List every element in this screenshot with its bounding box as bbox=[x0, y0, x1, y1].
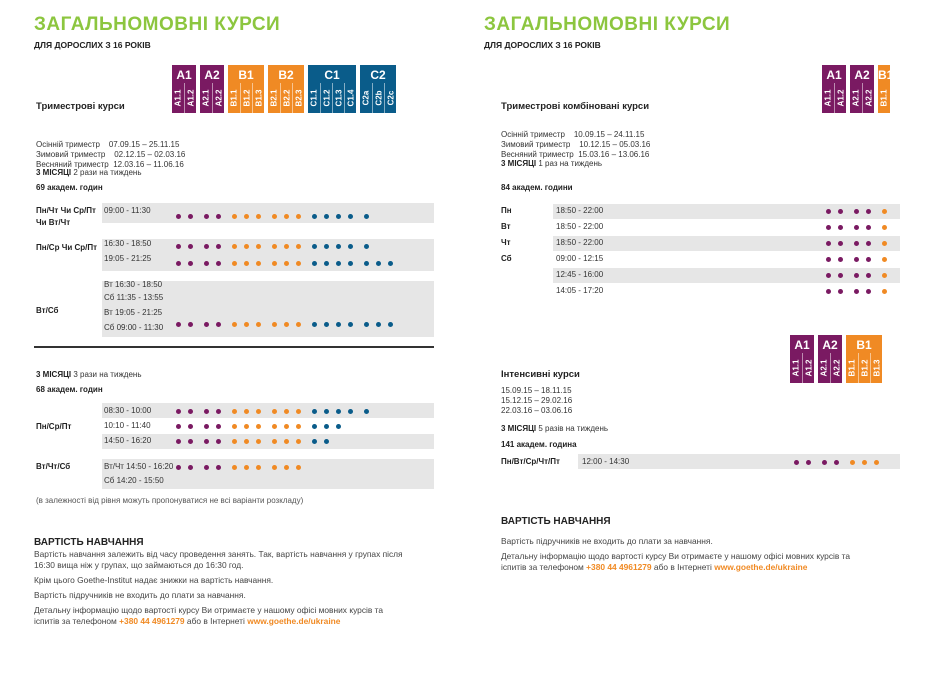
schedule-dot bbox=[854, 289, 859, 294]
time-cell: 14:50 - 16:20 bbox=[104, 436, 152, 445]
level-name: A1 bbox=[826, 68, 842, 82]
schedule-dot bbox=[348, 261, 353, 266]
schedule-dot bbox=[866, 273, 871, 278]
sublevel-label: B2.2 bbox=[282, 89, 291, 107]
schedule-dot bbox=[244, 409, 249, 414]
schedule-dot bbox=[244, 214, 249, 219]
schedule-dot bbox=[312, 214, 317, 219]
level-b1 bbox=[846, 335, 882, 383]
sublevel-b1-2 bbox=[858, 353, 870, 383]
schedule-dot bbox=[882, 225, 887, 230]
schedule-dot bbox=[272, 244, 277, 249]
schedule-dot bbox=[364, 244, 369, 249]
schedule-dot bbox=[232, 465, 237, 470]
level-name: A1 bbox=[794, 338, 810, 352]
schedule-dot bbox=[826, 273, 831, 278]
time-cell: 09:00 - 12:15 bbox=[556, 254, 604, 263]
sublevel-b1-1 bbox=[228, 83, 240, 113]
schedule-dot bbox=[826, 241, 831, 246]
day-cell: Чт bbox=[501, 238, 511, 247]
schedule-dot bbox=[348, 244, 353, 249]
schedule-dot bbox=[854, 257, 859, 262]
schedule-dot bbox=[188, 424, 193, 429]
schedule-dot bbox=[866, 241, 871, 246]
sublevel-label: A1.1 bbox=[791, 359, 801, 377]
schedule-dot bbox=[176, 465, 181, 470]
schedule-dot bbox=[176, 409, 181, 414]
schedule-dot bbox=[376, 322, 381, 327]
sublevel-label: C1.2 bbox=[322, 89, 331, 107]
sublevel-a2-2 bbox=[830, 353, 842, 383]
left-cost-title: ВАРТІСТЬ НАВЧАННЯ bbox=[34, 537, 144, 548]
schedule-dot bbox=[296, 244, 301, 249]
schedule-dot bbox=[312, 409, 317, 414]
time-cell: Вт/Чт 14:50 - 16:20 bbox=[104, 462, 174, 471]
right-course-title: Триместрові комбіновані курси bbox=[501, 101, 650, 112]
schedule-dot bbox=[324, 409, 329, 414]
schedule-dot bbox=[256, 465, 261, 470]
sublevel-b1-2 bbox=[240, 83, 252, 113]
schedule-dot bbox=[882, 257, 887, 262]
day-cell: Сб bbox=[501, 254, 512, 263]
schedule-dot bbox=[866, 225, 871, 230]
schedule-dot bbox=[296, 409, 301, 414]
schedule-dot bbox=[312, 261, 317, 266]
sublevel-c1-2 bbox=[320, 83, 332, 113]
schedule-dot bbox=[324, 322, 329, 327]
schedule-dot bbox=[838, 257, 843, 262]
schedule-dot bbox=[216, 465, 221, 470]
right-web-link[interactable]: www.goethe.de/ukraine bbox=[714, 562, 808, 572]
sublevel-a1-2 bbox=[834, 83, 846, 113]
schedule-dot bbox=[188, 244, 193, 249]
sublevel-label: C2a bbox=[361, 90, 371, 106]
left-title: ЗАГАЛЬНОМОВНІ КУРСИ bbox=[34, 14, 281, 35]
time-cell: Сб 11:35 - 13:55 bbox=[104, 293, 164, 302]
left-block2-hours: 68 академ. годин bbox=[36, 385, 103, 394]
divider bbox=[34, 346, 434, 348]
level-name: B1 bbox=[878, 68, 894, 82]
right-title: ЗАГАЛЬНОМОВНІ КУРСИ bbox=[484, 14, 731, 35]
schedule-dot bbox=[296, 322, 301, 327]
time-cell: Сб 09:00 - 11:30 bbox=[104, 323, 164, 332]
schedule-dot bbox=[822, 460, 827, 465]
right-intensive-hours: 141 академ. година bbox=[501, 440, 577, 449]
sublevel-a2-1 bbox=[850, 83, 862, 113]
schedule-dot bbox=[838, 241, 843, 246]
sublevel-label: A2.1 bbox=[201, 89, 211, 107]
schedule-dot bbox=[336, 261, 341, 266]
schedule-dot bbox=[388, 322, 393, 327]
sublevel-label: B1.2 bbox=[242, 89, 251, 107]
schedule-dot bbox=[312, 439, 317, 444]
sublevel-label: B2.3 bbox=[294, 89, 303, 107]
schedule-dot bbox=[348, 214, 353, 219]
day-cell: Вт/Чт/Сб bbox=[36, 462, 71, 471]
schedule-dot bbox=[256, 322, 261, 327]
level-a2 bbox=[818, 335, 842, 383]
schedule-dot bbox=[336, 244, 341, 249]
schedule-dot bbox=[204, 322, 209, 327]
schedule-dot bbox=[866, 257, 871, 262]
schedule-dot bbox=[284, 465, 289, 470]
grid-band bbox=[553, 268, 900, 283]
level-a2 bbox=[200, 65, 224, 113]
schedule-dot bbox=[216, 424, 221, 429]
schedule-dot bbox=[838, 289, 843, 294]
sublevel-label: C2c bbox=[386, 90, 395, 106]
schedule-dot bbox=[176, 214, 181, 219]
schedule-dot bbox=[188, 439, 193, 444]
right-subtitle: ДЛЯ ДОРОСЛИХ З 16 РОКІВ bbox=[484, 40, 601, 50]
schedule-dot bbox=[284, 261, 289, 266]
sublevel-label: A1.2 bbox=[804, 359, 813, 377]
level-a2 bbox=[850, 65, 874, 113]
schedule-dot bbox=[232, 424, 237, 429]
schedule-dot bbox=[364, 409, 369, 414]
grid-band bbox=[102, 203, 434, 223]
schedule-dot bbox=[216, 261, 221, 266]
schedule-dot bbox=[244, 465, 249, 470]
left-subtitle: ДЛЯ ДОРОСЛИХ З 16 РОКІВ bbox=[34, 40, 151, 50]
schedule-dot bbox=[204, 214, 209, 219]
sublevel-a2-2 bbox=[862, 83, 874, 113]
schedule-dot bbox=[388, 261, 393, 266]
schedule-dot bbox=[324, 214, 329, 219]
schedule-dot bbox=[882, 241, 887, 246]
day-cell: Пн/Ср/Пт bbox=[36, 422, 72, 431]
left-block1-hours: 69 академ. годин bbox=[36, 183, 103, 192]
schedule-dot bbox=[176, 322, 181, 327]
schedule-dot bbox=[272, 322, 277, 327]
left-web-link[interactable]: www.goethe.de/ukraine bbox=[247, 616, 341, 626]
sublevel-b2-3 bbox=[292, 83, 304, 113]
schedule-dot bbox=[232, 261, 237, 266]
time-cell: 16:30 - 18:50 bbox=[104, 239, 152, 248]
time-cell: Вт 19:05 - 21:25 bbox=[104, 308, 163, 317]
schedule-dot bbox=[204, 439, 209, 444]
sublevel-label: A1.1 bbox=[173, 89, 183, 107]
sublevel-label: B1.1 bbox=[229, 89, 239, 107]
right-terms: Осінній триместр 10.09.15 – 24.11.15 Зимовий триместр 10.12.15 – 05.03.16 Весняний триместр 15.03.16 – 13.06.16 bbox=[501, 130, 651, 159]
time-cell: 08:30 - 10:00 bbox=[104, 406, 152, 415]
schedule-dot bbox=[806, 460, 811, 465]
grid-band bbox=[102, 434, 434, 449]
day-cell: Вт/Сб bbox=[36, 306, 59, 315]
schedule-dot bbox=[204, 409, 209, 414]
schedule-dot bbox=[296, 465, 301, 470]
schedule-dot bbox=[336, 322, 341, 327]
left-block1-frequency: 3 МІСЯЦІ 2 рази на тиждень bbox=[36, 168, 142, 177]
schedule-dot bbox=[244, 439, 249, 444]
schedule-dot bbox=[854, 209, 859, 214]
schedule-dot bbox=[272, 424, 277, 429]
sublevel-a1-1 bbox=[822, 83, 834, 113]
time-cell: 18:50 - 22:00 bbox=[556, 222, 604, 231]
sublevel-a1-1 bbox=[172, 83, 184, 113]
schedule-dot bbox=[204, 424, 209, 429]
time-cell: 18:50 - 22:00 bbox=[556, 238, 604, 247]
schedule-dot bbox=[838, 209, 843, 214]
schedule-dot bbox=[272, 409, 277, 414]
schedule-dot bbox=[256, 424, 261, 429]
schedule-dot bbox=[204, 465, 209, 470]
sublevel-label: B1.3 bbox=[254, 89, 263, 107]
schedule-dot bbox=[244, 261, 249, 266]
schedule-dot bbox=[838, 225, 843, 230]
level-b1 bbox=[878, 65, 894, 113]
schedule-dot bbox=[834, 460, 839, 465]
schedule-dot bbox=[348, 322, 353, 327]
sublevel-a2-1 bbox=[818, 353, 830, 383]
schedule-dot bbox=[874, 460, 879, 465]
sublevel-b2-2 bbox=[280, 83, 292, 113]
sublevel-a2-2 bbox=[212, 83, 224, 113]
level-b1 bbox=[228, 65, 264, 113]
schedule-dot bbox=[204, 261, 209, 266]
sublevel-a1-2 bbox=[802, 353, 814, 383]
schedule-dot bbox=[256, 409, 261, 414]
sublevel-a1-2 bbox=[184, 83, 196, 113]
level-name: B1 bbox=[856, 338, 872, 352]
right-intensive-time: 12:00 - 14:30 bbox=[582, 457, 630, 466]
time-cell: 09:00 - 11:30 bbox=[104, 206, 151, 215]
time-cell: 18:50 - 22:00 bbox=[556, 206, 604, 215]
level-name: A2 bbox=[822, 338, 838, 352]
schedule-dot bbox=[336, 424, 341, 429]
level-a1 bbox=[822, 65, 846, 113]
schedule-dot bbox=[272, 214, 277, 219]
schedule-dot bbox=[826, 257, 831, 262]
sublevel-label: A1.1 bbox=[823, 89, 833, 107]
schedule-dot bbox=[284, 322, 289, 327]
left-note: (в залежності від рівня можуть пропонуватися не всі варіанти розкладу) bbox=[36, 496, 304, 505]
time-cell: 12:45 - 16:00 bbox=[556, 270, 604, 279]
level-a1 bbox=[172, 65, 196, 113]
schedule-dot bbox=[232, 322, 237, 327]
day-cell: Вт bbox=[501, 222, 511, 231]
level-name: B1 bbox=[238, 68, 254, 82]
schedule-dot bbox=[176, 439, 181, 444]
sublevel-c2a bbox=[360, 83, 372, 113]
schedule-dot bbox=[204, 244, 209, 249]
schedule-dot bbox=[882, 273, 887, 278]
schedule-dot bbox=[364, 261, 369, 266]
schedule-dot bbox=[188, 465, 193, 470]
schedule-dot bbox=[862, 460, 867, 465]
sublevel-label: B1.1 bbox=[847, 359, 857, 377]
schedule-dot bbox=[376, 261, 381, 266]
sublevel-label: B1.1 bbox=[879, 89, 889, 107]
level-name: C1 bbox=[324, 68, 340, 82]
time-cell: Сб 14:20 - 15:50 bbox=[104, 476, 164, 485]
schedule-dot bbox=[312, 424, 317, 429]
schedule-dot bbox=[284, 424, 289, 429]
schedule-dot bbox=[232, 244, 237, 249]
schedule-dot bbox=[324, 261, 329, 266]
schedule-dot bbox=[838, 273, 843, 278]
level-name: A2 bbox=[204, 68, 220, 82]
sublevel-b1-3 bbox=[252, 83, 264, 113]
schedule-dot bbox=[312, 244, 317, 249]
grid-band bbox=[102, 239, 434, 271]
schedule-dot bbox=[188, 322, 193, 327]
sublevel-label: C2b bbox=[374, 90, 383, 106]
schedule-dot bbox=[272, 261, 277, 266]
right-intensive-title: Інтенсивні курси bbox=[501, 369, 580, 380]
sublevel-label: A2.1 bbox=[851, 89, 861, 107]
sublevel-c2c bbox=[384, 83, 396, 113]
sublevel-label: C1.1 bbox=[309, 89, 319, 107]
left-terms: Осінній триместр 07.09.15 – 25.11.15 Зимовий триместр 02.12.15 – 02.03.16 Весняний триместр 12.03.16 – 11.06.16 bbox=[36, 140, 186, 169]
level-name: B2 bbox=[278, 68, 294, 82]
schedule-dot bbox=[272, 465, 277, 470]
sublevel-a1-1 bbox=[790, 353, 802, 383]
right-intensive-frequency: 3 МІСЯЦІ 5 разів на тиждень bbox=[501, 424, 609, 433]
grid-band bbox=[102, 403, 434, 418]
schedule-dot bbox=[284, 439, 289, 444]
left-phone-link[interactable]: +380 44 4961279 bbox=[119, 616, 185, 626]
schedule-dot bbox=[188, 261, 193, 266]
level-name: C2 bbox=[370, 68, 386, 82]
schedule-dot bbox=[256, 439, 261, 444]
schedule-dot bbox=[324, 439, 329, 444]
schedule-dot bbox=[364, 322, 369, 327]
time-cell: Вт 16:30 - 18:50 bbox=[104, 280, 163, 289]
schedule-dot bbox=[176, 261, 181, 266]
day-cell: Пн/Ср Чи Ср/Пт bbox=[36, 243, 98, 252]
sublevel-label: A2.2 bbox=[214, 89, 223, 107]
schedule-dot bbox=[850, 460, 855, 465]
schedule-dot bbox=[244, 322, 249, 327]
schedule-dot bbox=[284, 409, 289, 414]
time-cell: 10:10 - 11:40 bbox=[104, 421, 151, 430]
level-name: A2 bbox=[854, 68, 870, 82]
sublevel-label: A2.2 bbox=[864, 89, 873, 107]
sublevel-b2-1 bbox=[268, 83, 280, 113]
schedule-dot bbox=[336, 409, 341, 414]
left-block2-frequency: 3 МІСЯЦІ 3 рази на тиждень bbox=[36, 370, 142, 379]
sublevel-b1-1 bbox=[846, 353, 858, 383]
grid-band bbox=[553, 236, 900, 251]
schedule-dot bbox=[176, 424, 181, 429]
schedule-dot bbox=[244, 424, 249, 429]
left-cost-text: Вартість навчання залежить від часу проведення занять. Так, вартість навчання у групах після 16:30 вища ніж у групах, що займаються до 16:30 год. Крім цього Goethe-Institut надає знижки на вартість навчання. Вартість підручників не входить до плати за навчання. Детальну інформацію щодо вартості курсу Ви отримаєте у нашому офісі мовних курсів та іспитів за телефоном +380 44 4961279 або в Інтернеті www.goethe.de/ukraine bbox=[34, 549, 403, 626]
schedule-dot bbox=[244, 244, 249, 249]
sublevel-c2b bbox=[372, 83, 384, 113]
schedule-dot bbox=[854, 273, 859, 278]
level-c2 bbox=[360, 65, 396, 113]
schedule-dot bbox=[826, 209, 831, 214]
schedule-dot bbox=[312, 322, 317, 327]
sublevel-label: B1.3 bbox=[872, 359, 881, 377]
schedule-dot bbox=[324, 244, 329, 249]
sublevel-label: A1.2 bbox=[186, 89, 195, 107]
schedule-dot bbox=[336, 214, 341, 219]
schedule-dot bbox=[272, 439, 277, 444]
schedule-dot bbox=[866, 209, 871, 214]
schedule-dot bbox=[794, 460, 799, 465]
level-name: A1 bbox=[176, 68, 192, 82]
sublevel-c1-3 bbox=[332, 83, 344, 113]
right-hours: 84 академ. години bbox=[501, 183, 573, 192]
sublevel-label: C1.4 bbox=[346, 89, 355, 107]
schedule-dot bbox=[826, 289, 831, 294]
right-cost-text: Вартість підручників не входить до плати за навчання. Детальну інформацію щодо вартості курсу Ви отримаєте у нашому офісі мовних курсів та іспитів за телефоном +380 44 4961279 або в Інтернеті www.goethe.de/ukraine bbox=[501, 536, 851, 572]
schedule-dot bbox=[216, 214, 221, 219]
schedule-dot bbox=[854, 241, 859, 246]
time-cell: 19:05 - 21:25 bbox=[104, 254, 152, 263]
right-intensive-day: Пн/Вт/Ср/Чт/Пт bbox=[501, 457, 560, 466]
right-frequency: 3 МІСЯЦІ 1 раз на тиждень bbox=[501, 159, 603, 168]
schedule-dot bbox=[256, 244, 261, 249]
right-phone-link[interactable]: +380 44 4961279 bbox=[586, 562, 652, 572]
sublevel-label: A1.2 bbox=[836, 89, 845, 107]
day-cell: Пн bbox=[501, 206, 512, 215]
schedule-dot bbox=[216, 439, 221, 444]
grid-band bbox=[553, 204, 900, 219]
schedule-dot bbox=[216, 322, 221, 327]
left-course-title: Триместрові курси bbox=[36, 101, 125, 112]
schedule-dot bbox=[232, 409, 237, 414]
schedule-dot bbox=[176, 244, 181, 249]
schedule-dot bbox=[296, 214, 301, 219]
schedule-dot bbox=[256, 261, 261, 266]
schedule-dot bbox=[284, 214, 289, 219]
schedule-dot bbox=[866, 289, 871, 294]
schedule-dot bbox=[324, 424, 329, 429]
schedule-dot bbox=[882, 209, 887, 214]
sublevel-b1-3 bbox=[870, 353, 882, 383]
sublevel-c1-4 bbox=[344, 83, 356, 113]
schedule-dot bbox=[232, 214, 237, 219]
sublevel-label: C1.3 bbox=[334, 89, 343, 107]
level-a1 bbox=[790, 335, 814, 383]
sublevel-a2-1 bbox=[200, 83, 212, 113]
right-cost-title: ВАРТІСТЬ НАВЧАННЯ bbox=[501, 516, 611, 527]
schedule-dot bbox=[296, 439, 301, 444]
schedule-dot bbox=[188, 214, 193, 219]
schedule-dot bbox=[348, 409, 353, 414]
sublevel-c1-1 bbox=[308, 83, 320, 113]
sublevel-label: B2.1 bbox=[269, 89, 279, 107]
sublevel-label: A2.1 bbox=[819, 359, 829, 377]
schedule-dot bbox=[296, 424, 301, 429]
schedule-dot bbox=[284, 244, 289, 249]
sublevel-b1-1 bbox=[878, 83, 890, 113]
time-cell: 14:05 - 17:20 bbox=[556, 286, 604, 295]
sublevel-label: B1.2 bbox=[860, 359, 869, 377]
schedule-dot bbox=[188, 409, 193, 414]
level-c1 bbox=[308, 65, 356, 113]
schedule-dot bbox=[216, 244, 221, 249]
schedule-dot bbox=[296, 261, 301, 266]
right-intensive-terms: 15.09.15 – 18.11.15 15.12.15 – 29.02.16 22.03.16 – 03.06.16 bbox=[501, 386, 573, 415]
schedule-dot bbox=[256, 214, 261, 219]
sublevel-label: A2.2 bbox=[832, 359, 841, 377]
schedule-dot bbox=[854, 225, 859, 230]
schedule-dot bbox=[826, 225, 831, 230]
day-cell: Пн/Чт Чи Ср/Пт Чи Вт/Чт bbox=[36, 206, 96, 227]
schedule-dot bbox=[232, 439, 237, 444]
schedule-dot bbox=[882, 289, 887, 294]
schedule-dot bbox=[364, 214, 369, 219]
level-b2 bbox=[268, 65, 304, 113]
schedule-dot bbox=[216, 409, 221, 414]
